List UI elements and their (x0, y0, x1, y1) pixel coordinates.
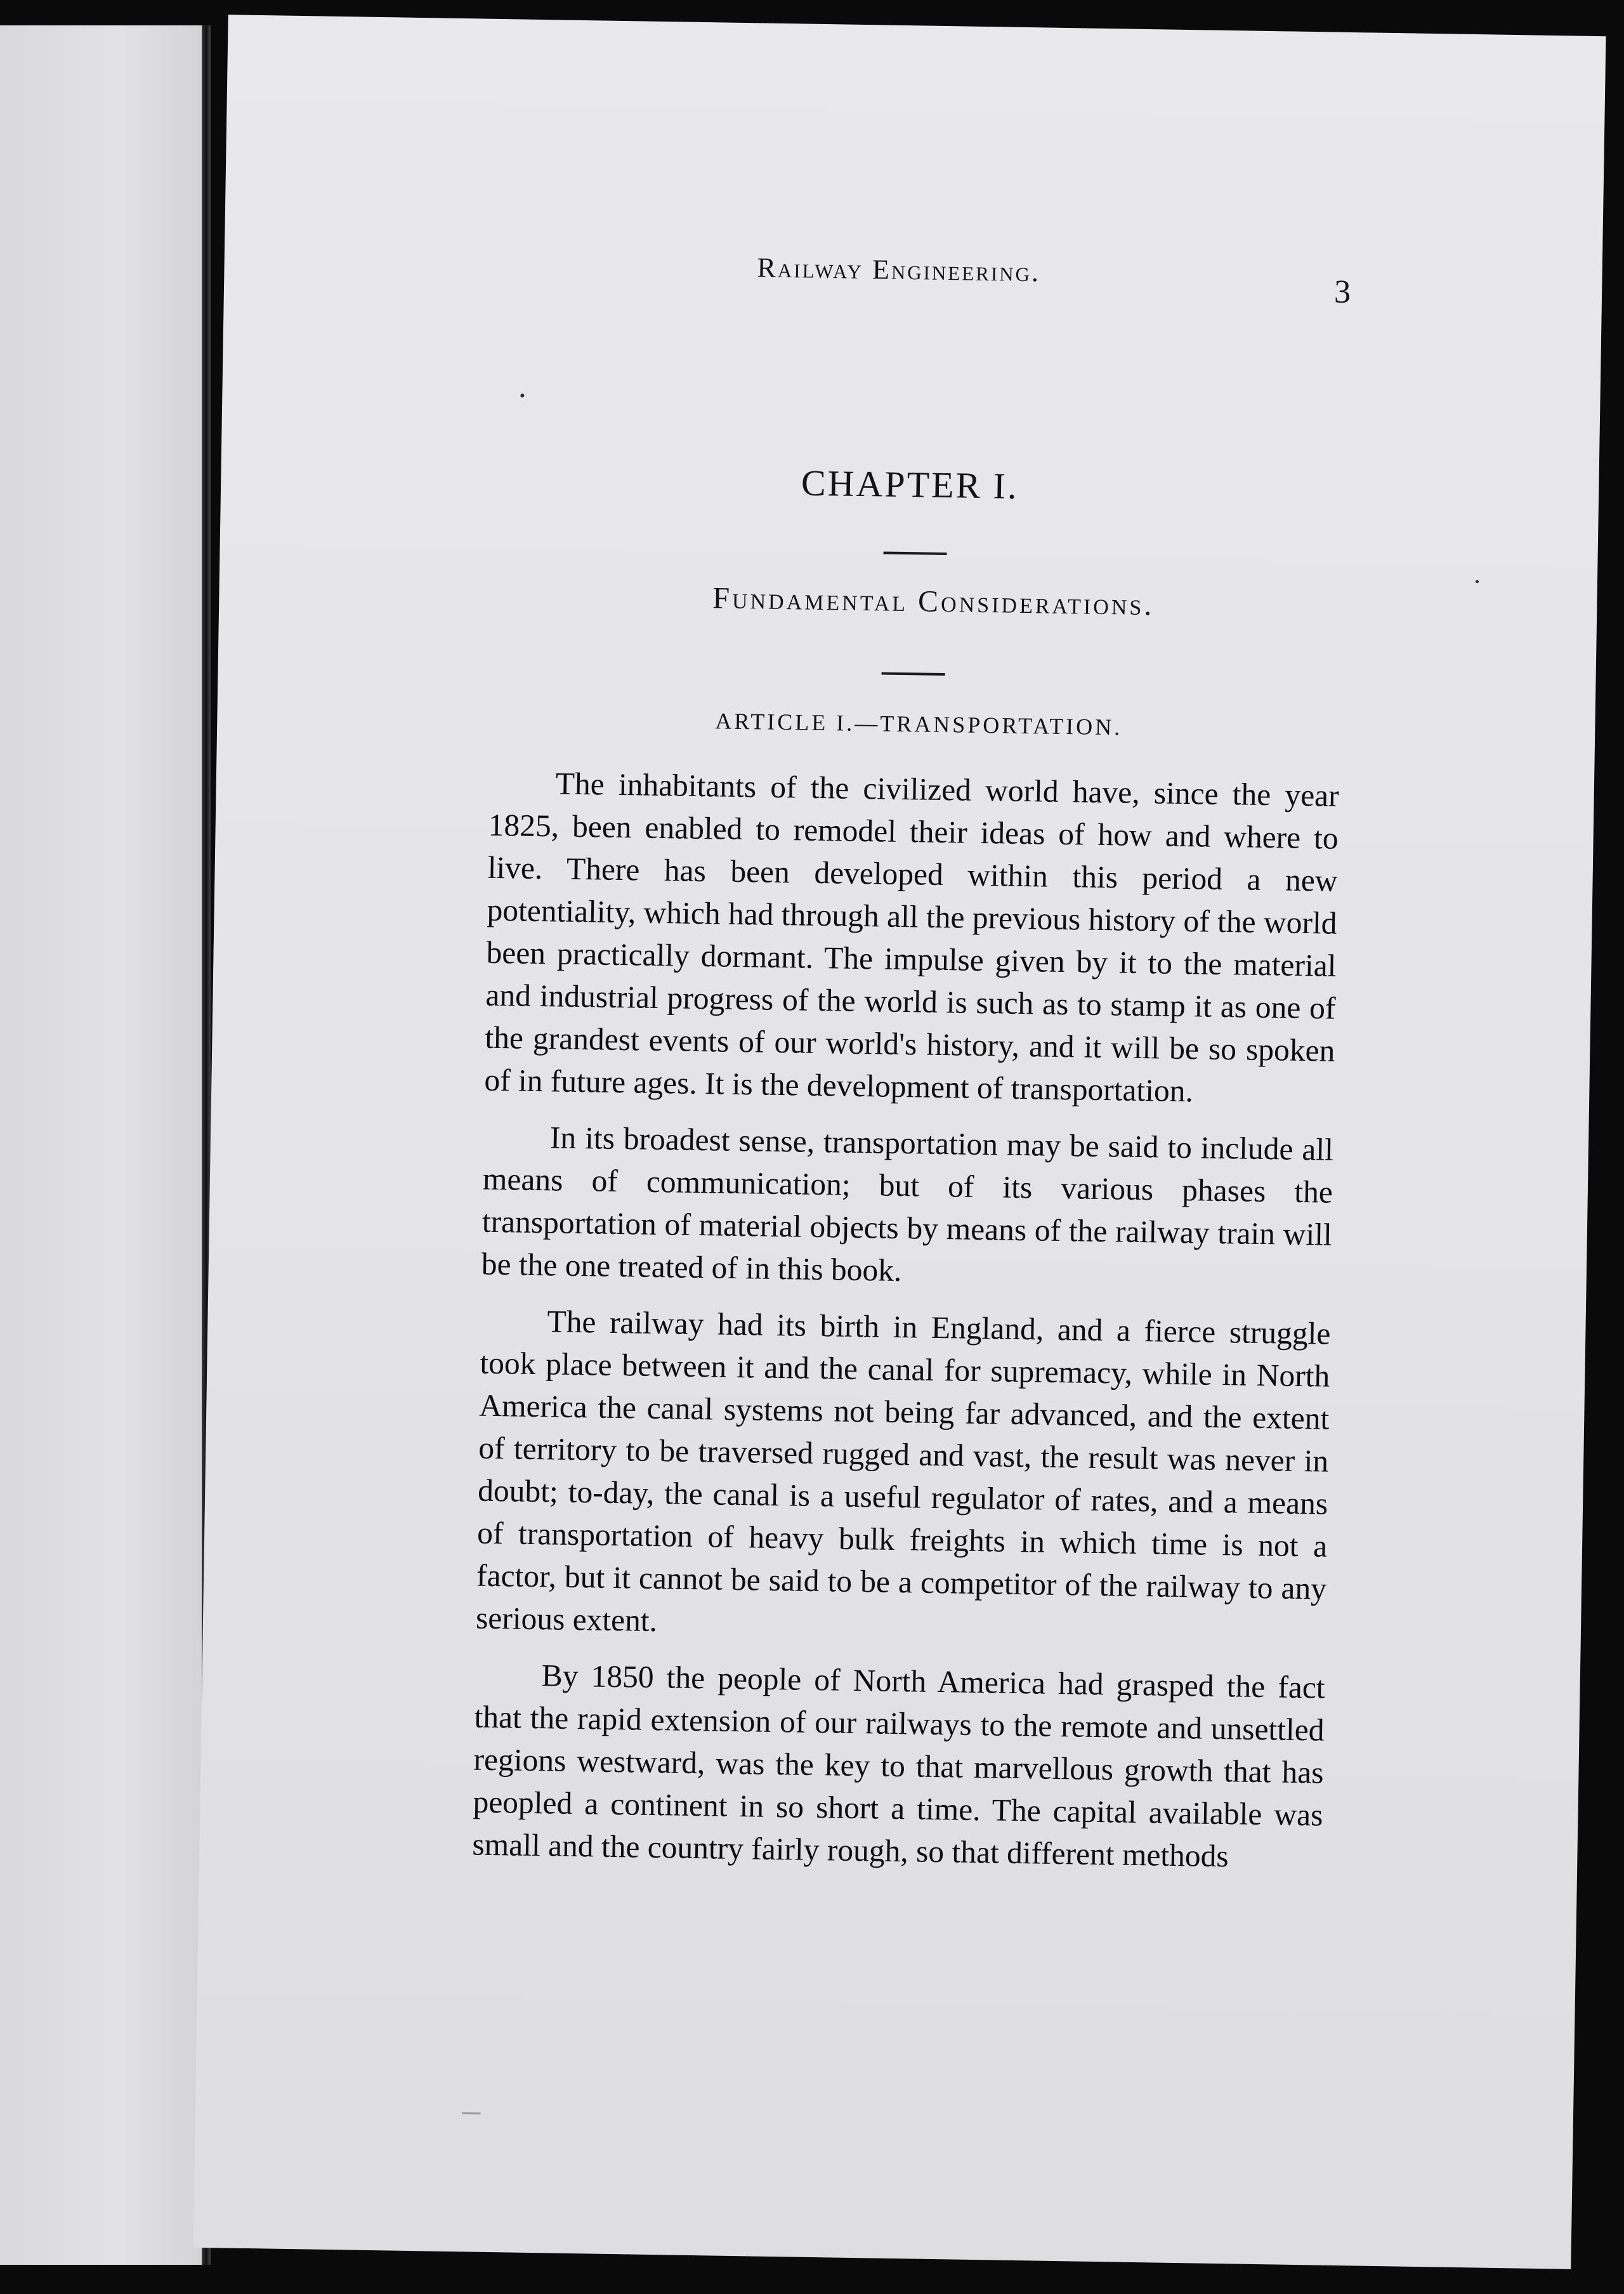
article-title: ARTICLE I.—TRANSPORTATION. (715, 708, 1123, 740)
facing-page-edge (0, 25, 202, 2265)
paragraph: The inhabitants of the civilized world have, since the year 1825, been enabled to remodel their ideas of how and where to live. There has been developed within this period a new potentiality, which had through all the previous history of the world been practically dormant. The impulse given by it to the material and industrial progress of the world is such as to stamp it as one of the grandest events of our world's history, and it will be so spoken of in future ages. It is the development of transportation. (484, 766, 1340, 1109)
scan-speck (520, 393, 524, 397)
running-head-title: Railway Engineering. (757, 252, 1041, 288)
divider-rule (882, 672, 945, 676)
section-title: Fundamental Considerations. (712, 581, 1155, 622)
paragraph: In its broadest sense, transportation may be said to include all means of communication; but of its various phases the transportation of material objects by means of the railway train will be the one treated of in this book. (481, 1120, 1334, 1288)
chapter-title: CHAPTER I. (801, 462, 1019, 507)
paragraph: The railway had its birth in England, and a fierce struggle took place between it and the canal for supremacy, while in North America the canal systems not being far advanced, and the extent of territory to be traversed rugged and vast, the result was never in doubt; to-day, the canal is a useful regulator of rates, and a means of transportation of heavy bulk freights in which time is not a factor, but it cannot be said to be a competitor of the railway to any serious extent. (475, 1304, 1331, 1639)
paragraph: By 1850 the people of North America had grasped the fact that the rapid extension of our railways to the remote and unsettled regions westward, was the key to that marvellous growth that has peopled a continent in so short a time. The capital available was small and the country fairly rough, so that different methods (472, 1658, 1326, 1874)
book-page (193, 15, 1606, 2269)
body-text (472, 761, 1340, 1893)
page-number: 3 (1333, 273, 1353, 311)
running-head (225, 224, 1603, 311)
divider-rule (884, 551, 947, 555)
scan-speck (1476, 580, 1479, 583)
scan-speck (462, 2112, 481, 2114)
